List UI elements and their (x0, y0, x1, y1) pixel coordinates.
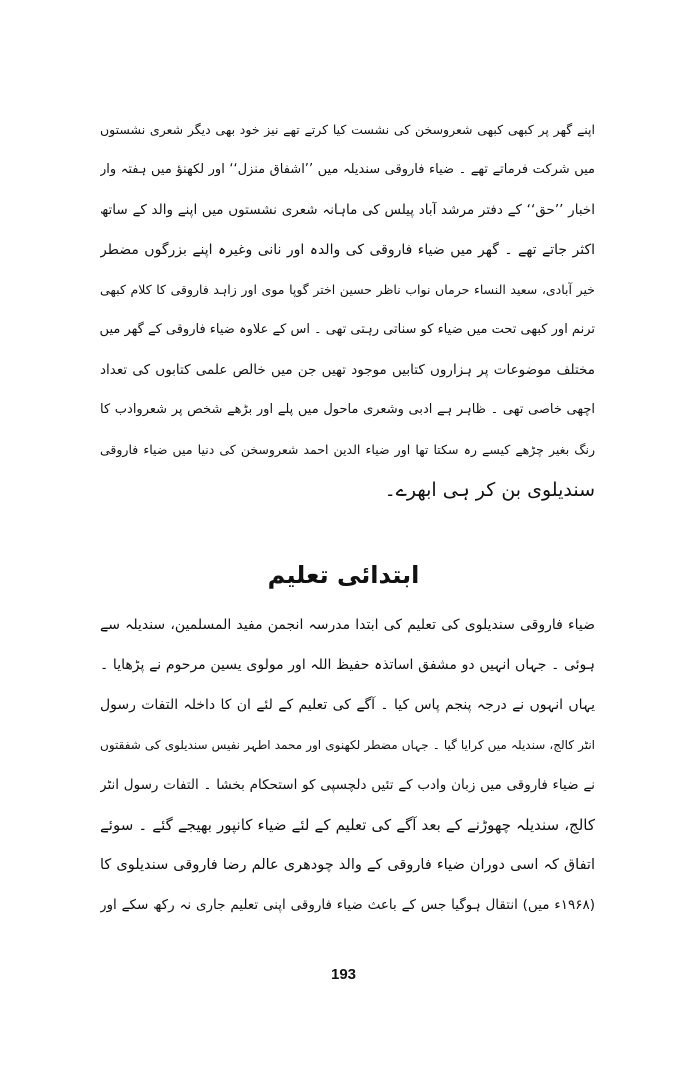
text-line: ضیاء فاروقی سندیلوی کی تعلیم کی ابتدا مدرسہ انجمن مفید المسلمین، سندیلہ سے (100, 617, 595, 633)
text-line: اتفاق کہ اسی دوران ضیاء فاروقی کے والد چودھری عالم رضا فاروقی سندیلوی کا (100, 857, 595, 873)
text-line: کالج، سندیلہ چھوڑنے کے بعد آگے کی تعلیم کے لئے ضیاء کانپور بھیجے گئے ۔ سوئے (100, 816, 595, 834)
text-line: انٹر کالج، سندیلہ میں کرایا گیا ۔ جہاں مضطر لکھنوی اور محمد اطہر نفیس سندیلوی کی شفقتوں (100, 738, 595, 752)
text-line: ہوئی ۔ جہاں انہیں دو مشفق اساتذہ حفیظ اللہ اور مولوی یسین مرحوم نے پڑھایا ۔ (100, 657, 595, 673)
text-line: یہاں انہوں نے درجہ پنجم پاس کیا ۔ آگے کی تعلیم کے لئے ان کا داخلہ التفات رسول (100, 697, 595, 713)
text-line: اچھی خاصی تھی ۔ ظاہر ہے ادبی وشعری ماحول میں پلے اور بڑھے شخص پر شعروادب کا (100, 402, 595, 417)
text-line: اپنے گھر پر کبھی کبھی شعروسخن کی نشست کیا کرتے تھے نیز خود بھی دیگر شعری نشستوں (100, 122, 595, 137)
section-heading: ابتدائی تعلیم (267, 561, 420, 589)
page-number: 193 (330, 966, 357, 983)
text-line: سندیلوی بن کر ہی ابھرے۔ (384, 479, 595, 501)
paragraph-early-education (100, 605, 595, 935)
text-line: خیر آبادی، سعید النساء حرماں نواب ناظر حسین اختر گوپا موی اور زاہد فاروقی کا کلام کبھی (100, 282, 595, 297)
text-line: ترنم اور کبھی تحت میں ضیاء کو سناتی رہتی تھی ۔ اس کے علاوہ ضیاء فاروقی کے گھر میں (100, 322, 595, 337)
text-line: رنگ بغیر چڑھے کیسے رہ سکتا تھا اور ضیاء الدین احمد شعروسخن کی دنیا میں ضیاء فاروقی (100, 442, 595, 457)
text-line: مختلف موضوعات پر ہزاروں کتابیں موجود تھیں جن میں خالص علمی کتابوں کی تعداد (100, 362, 595, 378)
text-line: اخبار ’’حق‘‘ کے دفتر مرشد آباد پیلس کی ماہانہ شعری نشستوں میں اپنے والد کے ساتھ (100, 202, 595, 218)
text-line: (۱۹۶۸ء میں) انتقال ہوگیا جس کے باعث ضیاء فاروقی اپنی تعلیم جاری نہ رکھ سکے اور (100, 897, 595, 913)
paragraph-family-literary-background (100, 110, 595, 530)
text-line: نے ضیاء فاروقی میں زبان وادب کے تئیں دلچسپی کو استحکام بخشا ۔ التفات رسول انٹر (100, 777, 595, 793)
text-line: میں شرکت فرماتے تھے ۔ ضیاء فاروقی سندیلہ میں ’’اشفاق منزل‘‘ اور لکھنؤ میں ہفتہ وار (100, 162, 595, 177)
text-line: اکثر جاتے تھے ۔ گھر میں ضیاء فاروقی کی والدہ اور نانی وغیرہ اپنے بزرگوں مضطر (100, 242, 595, 258)
